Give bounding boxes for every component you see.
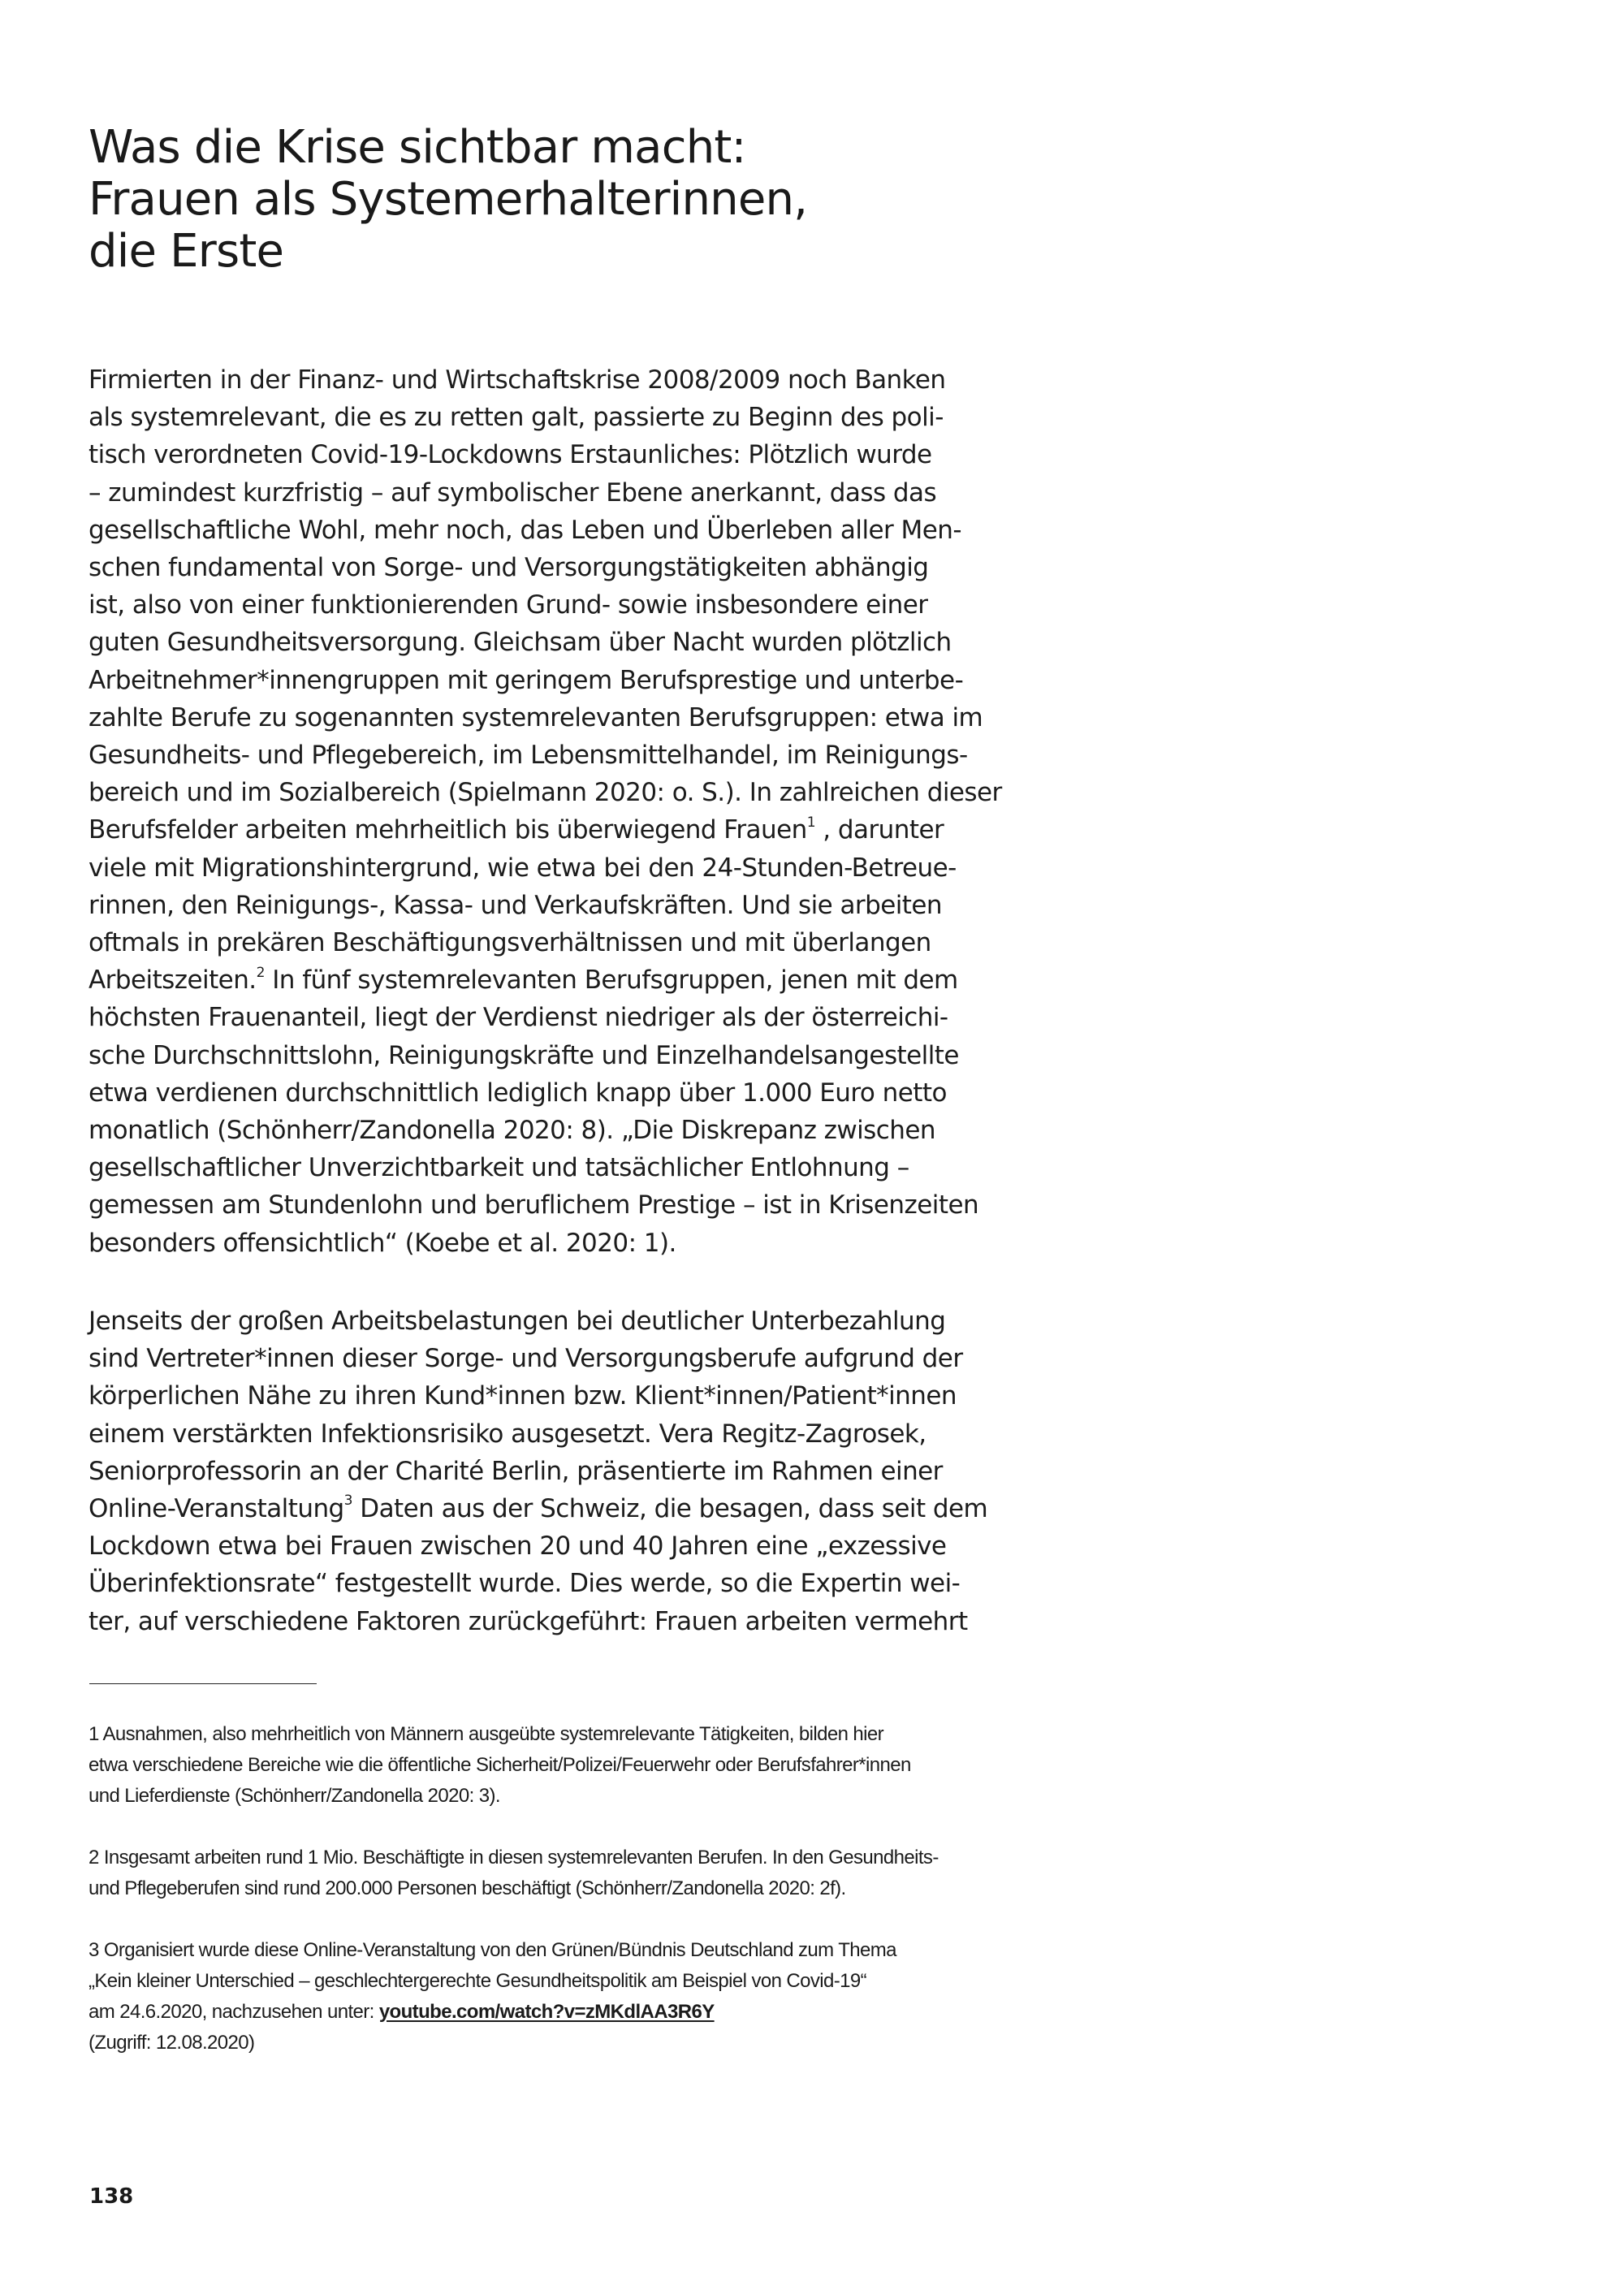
footnote-line: 1 Ausnahmen, also mehrheitlich von Männern ausgeübte systemrelevante Tätigkeiten, bilden hier	[89, 1723, 884, 1745]
article-title	[89, 122, 1144, 277]
footnote-ref-1[interactable]: 1	[806, 814, 815, 831]
text-line: rinnen, den Reinigungs-, Kassa- und Verkaufskräften. Und sie arbeiten	[89, 890, 943, 920]
footnote-3	[89, 1935, 1022, 2059]
paragraph-1	[89, 361, 1006, 1262]
text-line: – zumindest kurzfristig – auf symbolischer Ebene anerkannt, dass das	[89, 477, 937, 508]
youtube-link[interactable]: youtube.com/watch?v=zMKdlAA3R6Y	[378, 2001, 715, 2023]
footnote-line: und Lieferdienste (Schönherr/Zandonella 2020: 3).	[89, 1785, 500, 1807]
text-line: zahlte Berufe zu sogenannten systemrelevanten Berufsgruppen: etwa im	[89, 702, 983, 732]
text-segment: Berufsfelder arbeiten mehrheitlich bis überwiegend Frauen	[89, 815, 807, 845]
footnote-line: und Pflegeberufen sind rund 200.000 Personen beschäftigt (Schönherr/Zandonella 2020: 2f).	[89, 1877, 846, 1899]
text-line: viele mit Migrationshintergrund, wie etwa bei den 24-Stunden-Betreue-	[89, 853, 957, 883]
text-line: monatlich (Schönherr/Zandonella 2020: 8). „Die Diskrepanz zwischen	[89, 1116, 935, 1146]
text-line: sche Durchschnittslohn, Reinigungskräfte und Einzelhandelsangestellte	[89, 1040, 959, 1070]
footnote-line: etwa verschiedene Bereiche wie die öffentliche Sicherheit/Polizei/Feuerwehr oder Berufsfahrer*innen	[89, 1754, 911, 1776]
footnote-divider	[89, 1683, 317, 1684]
text-segment: , darunter	[815, 815, 944, 845]
text-line: als systemrelevant, die es zu retten galt, passierte zu Beginn des poli-	[89, 403, 944, 433]
text-line	[89, 961, 1006, 999]
title-line: die Erste	[89, 224, 284, 278]
footnote-2	[89, 1843, 1022, 1904]
text-segment: am 24.6.2020, nachzusehen unter:	[89, 2001, 379, 2023]
text-line: etwa verdienen durchschnittlich lediglich knapp über 1.000 Euro netto	[89, 1078, 947, 1108]
text-line	[89, 811, 1006, 849]
text-line: gemessen am Stundenlohn und beruflichem Prestige – ist in Krisenzeiten	[89, 1190, 979, 1220]
page-number: 138	[89, 2184, 134, 2209]
footnote-line: 3 Organisiert wurde diese Online-Veranstaltung von den Grünen/Bündnis Deutschland zum Thema	[89, 1939, 896, 1961]
footnote-line: „Kein kleiner Unterschied – geschlechtergerechte Gesundheitspolitik am Beispiel von Covid-19“	[89, 1970, 867, 1992]
footnote-ref-3[interactable]: 3	[343, 1493, 352, 1510]
title-line: Frauen als Systemerhalterinnen,	[89, 172, 808, 226]
footnote-line	[89, 1997, 1022, 2028]
text-line: bereich und im Sozialbereich (Spielmann 2020: o. S.). In zahlreichen dieser	[89, 778, 1002, 808]
text-line: Seniorprofessorin an der Charité Berlin, präsentierte im Rahmen einer	[89, 1456, 943, 1486]
footnote-ref-2[interactable]: 2	[256, 964, 265, 981]
footnote-1	[89, 1719, 1022, 1812]
text-line: Jenseits der großen Arbeitsbelastungen bei deutlicher Unterbezahlung	[89, 1307, 946, 1336]
text-segment: In fünf systemrelevanten Berufsgruppen, jenen mit dem	[264, 966, 958, 996]
text-line: Firmierten in der Finanz- und Wirtschaftskrise 2008/2009 noch Banken	[89, 365, 946, 395]
text-line: Gesundheits- und Pflegebereich, im Lebensmittelhandel, im Reinigungs-	[89, 741, 968, 771]
text-line: Arbeitnehmer*innengruppen mit geringem Berufsprestige und unterbe-	[89, 665, 964, 695]
text-line: höchsten Frauenanteil, liegt der Verdienst niedriger als der österreichi-	[89, 1003, 948, 1033]
text-line: Lockdown etwa bei Frauen zwischen 20 und 40 Jahren eine „exzessive	[89, 1531, 947, 1562]
footnote-line: (Zugriff: 12.08.2020)	[89, 2032, 255, 2054]
text-segment: Arbeitszeiten.	[89, 966, 257, 996]
text-line: schen fundamental von Sorge- und Versorgungstätigkeiten abhängig	[89, 553, 929, 583]
text-line: besonders offensichtlich“ (Koebe et al. 2020: 1).	[89, 1228, 676, 1258]
text-line: ist, also von einer funktionierenden Grund- sowie insbesondere einer	[89, 590, 928, 620]
text-line: gesellschaftliche Wohl, mehr noch, das Leben und Überleben aller Men-	[89, 515, 961, 545]
text-line: gesellschaftlicher Unverzichtbarkeit und tatsächlicher Entlohnung –	[89, 1153, 909, 1183]
text-line: guten Gesundheitsversorgung. Gleichsam über Nacht wurden plötzlich	[89, 628, 952, 658]
text-line: Überinfektionsrate“ festgestellt wurde. Dies werde, so die Expertin wei-	[89, 1569, 961, 1599]
text-line: oftmals in prekären Beschäftigungsverhältnissen und mit überlangen	[89, 928, 931, 958]
text-segment: Online-Veranstaltung	[89, 1494, 344, 1524]
text-line: einem verstärkten Infektionsrisiko ausgesetzt. Vera Regitz-Zagrosek,	[89, 1419, 926, 1449]
text-line: sind Vertreter*innen dieser Sorge- und Versorgungsberufe aufgrund der	[89, 1344, 963, 1374]
text-segment: Daten aus der Schweiz, die besagen, dass seit dem	[352, 1494, 988, 1524]
text-line: körperlichen Nähe zu ihren Kund*innen bzw. Klient*innen/Patient*innen	[89, 1381, 957, 1411]
text-line	[89, 1490, 1006, 1527]
footnotes	[89, 1719, 1022, 2089]
footnote-line: 2 Insgesamt arbeiten rund 1 Mio. Beschäftigte in diesen systemrelevanten Berufen. In den Gesundheits-	[89, 1847, 939, 1868]
text-line: tisch verordneten Covid-19-Lockdowns Erstaunliches: Plötzlich wurde	[89, 440, 932, 470]
title-line: Was die Krise sichtbar macht:	[89, 121, 746, 174]
text-line: ter, auf verschiedene Faktoren zurückgeführt: Frauen arbeiten vermehrt	[89, 1606, 968, 1636]
paragraph-2	[89, 1303, 1006, 1640]
